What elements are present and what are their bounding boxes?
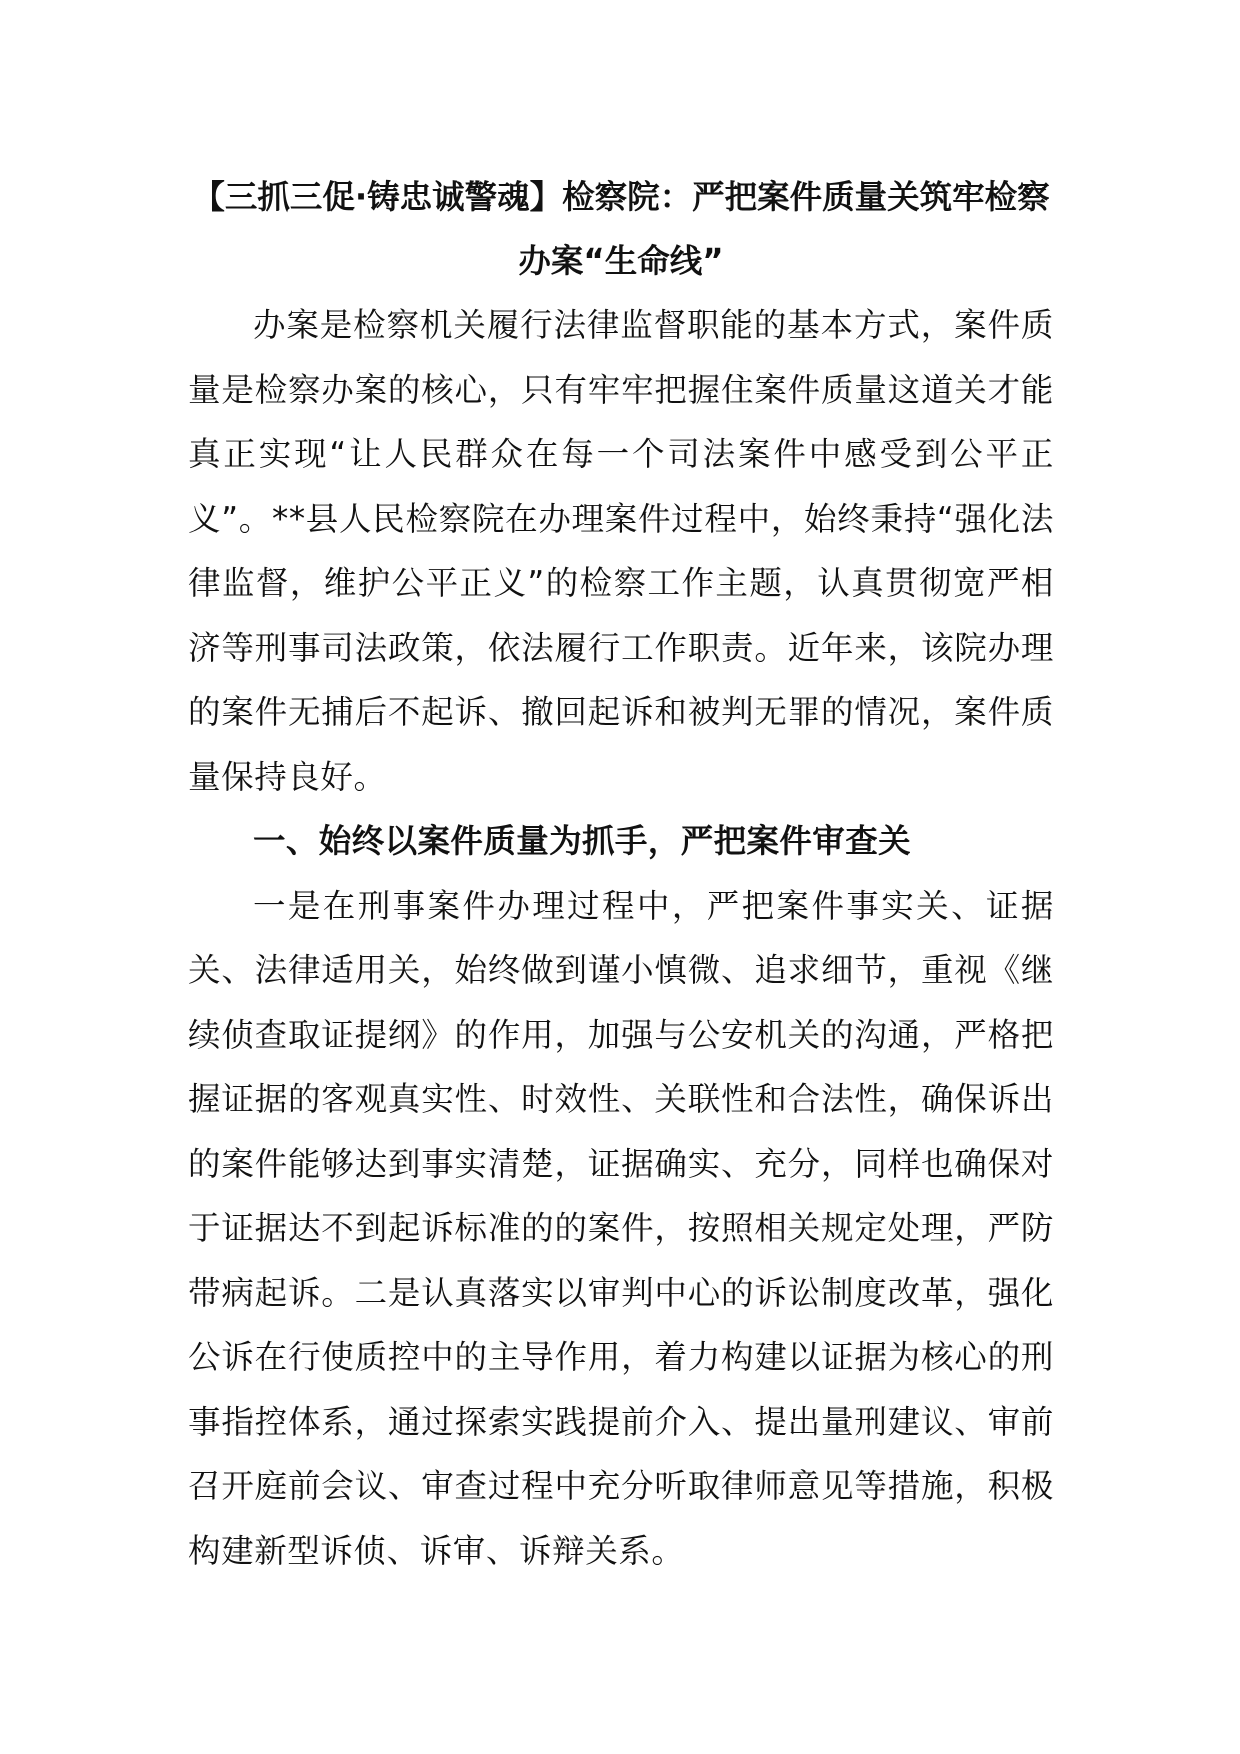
- document-title: 【三抓三促·铸忠诚警魂】检察院：严把案件质量关筑牢检察办案“生命线”: [192, 178, 1050, 280]
- section-paragraph: 一是在刑事案件办理过程中，严把案件事实关、证据关、法律适用关，始终做到谨小慎微、追求细节，重视《继续侦查取证提纲》的作用，加强与公安机关的沟通，严格把握证据的客观真实性、时效性、关联性和合法性，确保诉出的案件能够达到事实清楚，证据确实、充分，同样也确保对于证据达不到起诉标准的的案件，按照相关规定处理，严防带病起诉。二是认真落实以审判中心的诉讼制度改革，强化公诉在行使质控中的主导作用，着力构建以证据为核心的刑事指控体系，通过探索实践提前介入、提出量刑建议、审前召开庭前会议、审查过程中充分听取律师意见等措施，积极构建新型诉侦、诉审、诉辩关系。: [188, 886, 1054, 1570]
- document-body: [188, 165, 1054, 1583]
- intro-paragraph: 办案是检察机关履行法律监督职能的基本方式，案件质量是检察办案的核心，只有牢牢把握住案件质量这道关才能真正实现“让人民群众在每一个司法案件中感受到公平正义”。**县人民检察院在办理案件过程中，始终秉持“强化法律监督，维护公平正义”的检察工作主题，认真贯彻宽严相济等刑事司法政策，依法履行工作职责。近年来，该院办理的案件无捕后不起诉、撤回起诉和被判无罪的情况，案件质量保持良好。: [188, 306, 1054, 796]
- section-heading: 一、始终以案件质量为抓手，严把案件审查关: [253, 822, 912, 860]
